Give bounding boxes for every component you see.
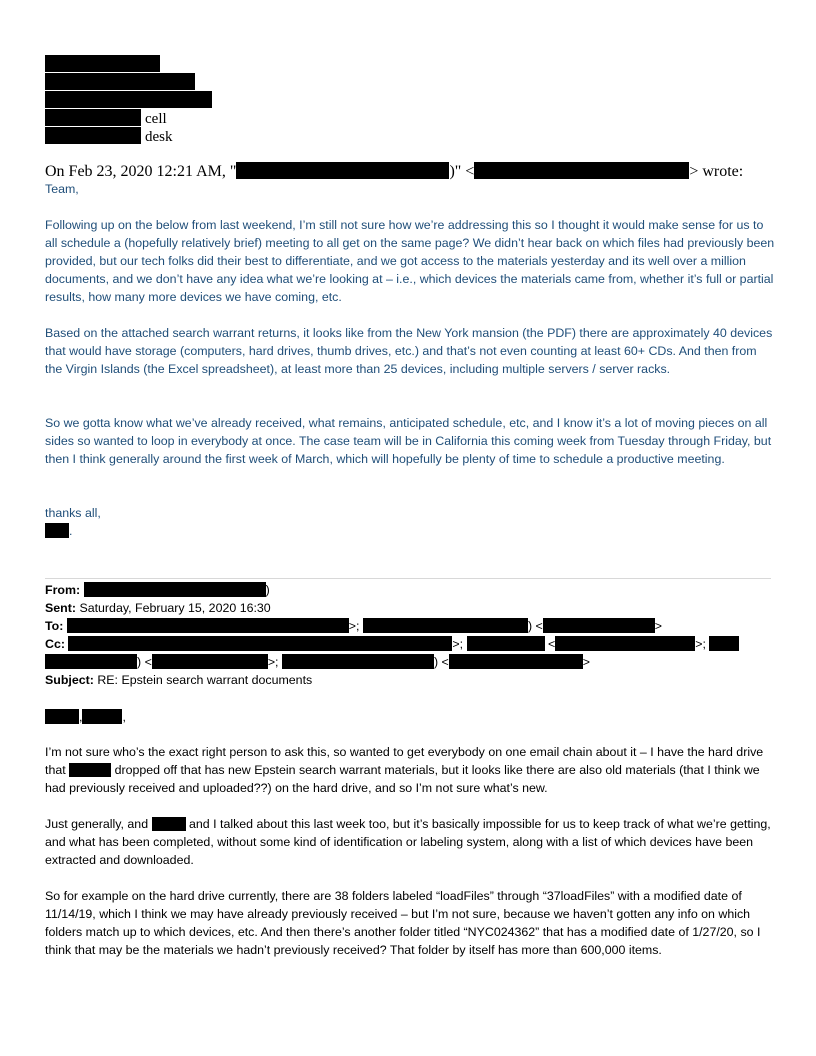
redaction-block bbox=[45, 127, 141, 144]
signature-line-1 bbox=[45, 55, 160, 72]
redaction-block bbox=[363, 618, 528, 633]
redaction-block bbox=[543, 618, 655, 633]
from-line bbox=[45, 581, 775, 599]
redaction-block bbox=[45, 654, 137, 669]
reply-header bbox=[45, 162, 743, 181]
sent-value: Saturday, February 15, 2020 16:30 bbox=[79, 601, 271, 615]
redaction-block bbox=[68, 636, 452, 651]
redaction-block bbox=[84, 582, 266, 597]
redaction-block bbox=[236, 162, 449, 179]
body-paragraph-3: So we gotta know what we’ve already received, what remains, anticipated schedule, etc, and I know it’s a lot of moving pieces on all sides so wanted to loop in everybody at once. The case team will be in California this coming week from Tuesday through Friday, but then I think generally around the first week of March, which will hopefully be plenty of time to schedule a productive meeting. bbox=[45, 416, 772, 466]
reply-header-mid: )" < bbox=[449, 163, 475, 180]
sender-initials bbox=[45, 522, 775, 540]
signature-line-3 bbox=[45, 91, 212, 108]
redaction-block bbox=[45, 91, 212, 108]
redaction-block bbox=[45, 523, 69, 538]
second-greeting bbox=[45, 708, 775, 726]
cc-line-continued bbox=[45, 653, 775, 671]
redaction-block bbox=[709, 636, 739, 651]
signature-desk-line bbox=[45, 127, 173, 144]
redaction-block bbox=[67, 618, 349, 633]
to-line bbox=[45, 617, 775, 635]
signature-cell-line bbox=[45, 109, 167, 126]
redaction-block bbox=[449, 654, 583, 669]
separator: >; bbox=[695, 637, 706, 651]
cc-line bbox=[45, 635, 775, 653]
redaction-block bbox=[467, 636, 545, 651]
from-label: From: bbox=[45, 583, 81, 597]
redaction-block bbox=[45, 55, 160, 72]
separator: ) < bbox=[433, 655, 449, 669]
separator: >; bbox=[267, 655, 279, 669]
signature-line-2 bbox=[45, 73, 195, 90]
separator: < bbox=[548, 637, 556, 651]
second-paragraph-2 bbox=[45, 815, 775, 869]
separator: >; bbox=[348, 619, 360, 633]
reply-header-suffix: > wrote: bbox=[689, 163, 744, 180]
separator: ) < bbox=[527, 619, 543, 633]
subject-label: Subject: bbox=[45, 673, 94, 687]
desk-label: desk bbox=[145, 129, 173, 145]
paragraph-text: Just generally, and bbox=[45, 817, 149, 831]
redaction-block bbox=[474, 162, 689, 179]
separator: > bbox=[654, 619, 662, 633]
paragraph-text: and I talked about this last week too, but it’s basically impossible for us to keep track of what we’re getting, and what has been completed, without some kind of identification or labeling system, along with a list of which devices have been extracted and downloaded. bbox=[45, 817, 771, 867]
closing: thanks all, bbox=[45, 506, 101, 520]
second-paragraph-3: So for example on the hard drive currently, there are 38 folders labeled “loadFiles” through “37loadFiles” with a modified date of 11/14/19, which I think we may have already previously received – but I’m not sure, because we haven’t gotten any info on which folders match up to which devices, etc. And then there’s another folder titled “NYC024362” that has a modified date of 1/27/20, so I think that may be the materials we hadn’t previously received? That folder by itself has more than 600,000 items. bbox=[45, 889, 761, 957]
redaction-block bbox=[152, 817, 186, 831]
sent-label: Sent: bbox=[45, 601, 76, 615]
body-paragraph-1: Following up on the below from last weekend, I’m still not sure how we’re addressing this so I thought it would make sense for us to all schedule a (hopefully relatively brief) meeting to all get on the same page? We didn’t hear back on which files had previously been provided, but our tech folks did their best to differentiate, and we got access to the materials yesterday and its well over a million documents, and we don’t have any idea what we’re looking at – i.e., which devices the materials came from, whether it’s full or partial results, how many more devices we have coming, etc. bbox=[45, 218, 775, 304]
sign-suffix: . bbox=[69, 524, 73, 538]
greeting: Team, bbox=[45, 182, 79, 196]
redaction-block bbox=[45, 709, 79, 724]
separator: , bbox=[79, 710, 83, 724]
subject-line bbox=[45, 671, 775, 689]
redaction-block bbox=[45, 73, 195, 90]
header-divider bbox=[45, 578, 771, 579]
redaction-block bbox=[152, 654, 268, 669]
sent-line bbox=[45, 599, 775, 617]
separator: , bbox=[122, 710, 126, 724]
subject-value: RE: Epstein search warrant documents bbox=[97, 673, 313, 687]
cell-label: cell bbox=[145, 111, 167, 127]
paragraph-text: I’m not sure who’s the exact right person to ask this, so wanted to get everybody on one email chain about it – I have the hard drive that bbox=[45, 745, 764, 777]
redaction-block bbox=[69, 763, 111, 777]
second-paragraph-1 bbox=[45, 743, 775, 797]
body-paragraph-2: Based on the attached search warrant returns, it looks like from the New York mansion (the PDF) there are approximately 40 devices that would have storage (computers, hard drives, thumb drives, etc.) and that’s not even counting at least 60+ CDs. And then from the Virgin Islands (the Excel spreadsheet), at least more than 25 devices, including multiple servers / server racks. bbox=[45, 326, 773, 376]
redaction-block bbox=[82, 709, 122, 724]
redaction-block bbox=[555, 636, 695, 651]
to-label: To: bbox=[45, 619, 64, 633]
separator: ) < bbox=[137, 655, 152, 669]
cc-label: Cc: bbox=[45, 637, 65, 651]
reply-header-prefix: On Feb 23, 2020 12:21 AM, " bbox=[45, 163, 237, 180]
redaction-block bbox=[45, 109, 141, 126]
paragraph-text: dropped off that has new Epstein search warrant materials, but it looks like there are also old materials (that I think we had previously received and uploaded??) on the hard drive, and so I’m not sure what’s new. bbox=[45, 763, 760, 795]
redaction-block bbox=[282, 654, 434, 669]
separator: > bbox=[582, 655, 591, 669]
from-suffix: ) bbox=[265, 583, 270, 597]
separator: >; bbox=[452, 637, 464, 651]
